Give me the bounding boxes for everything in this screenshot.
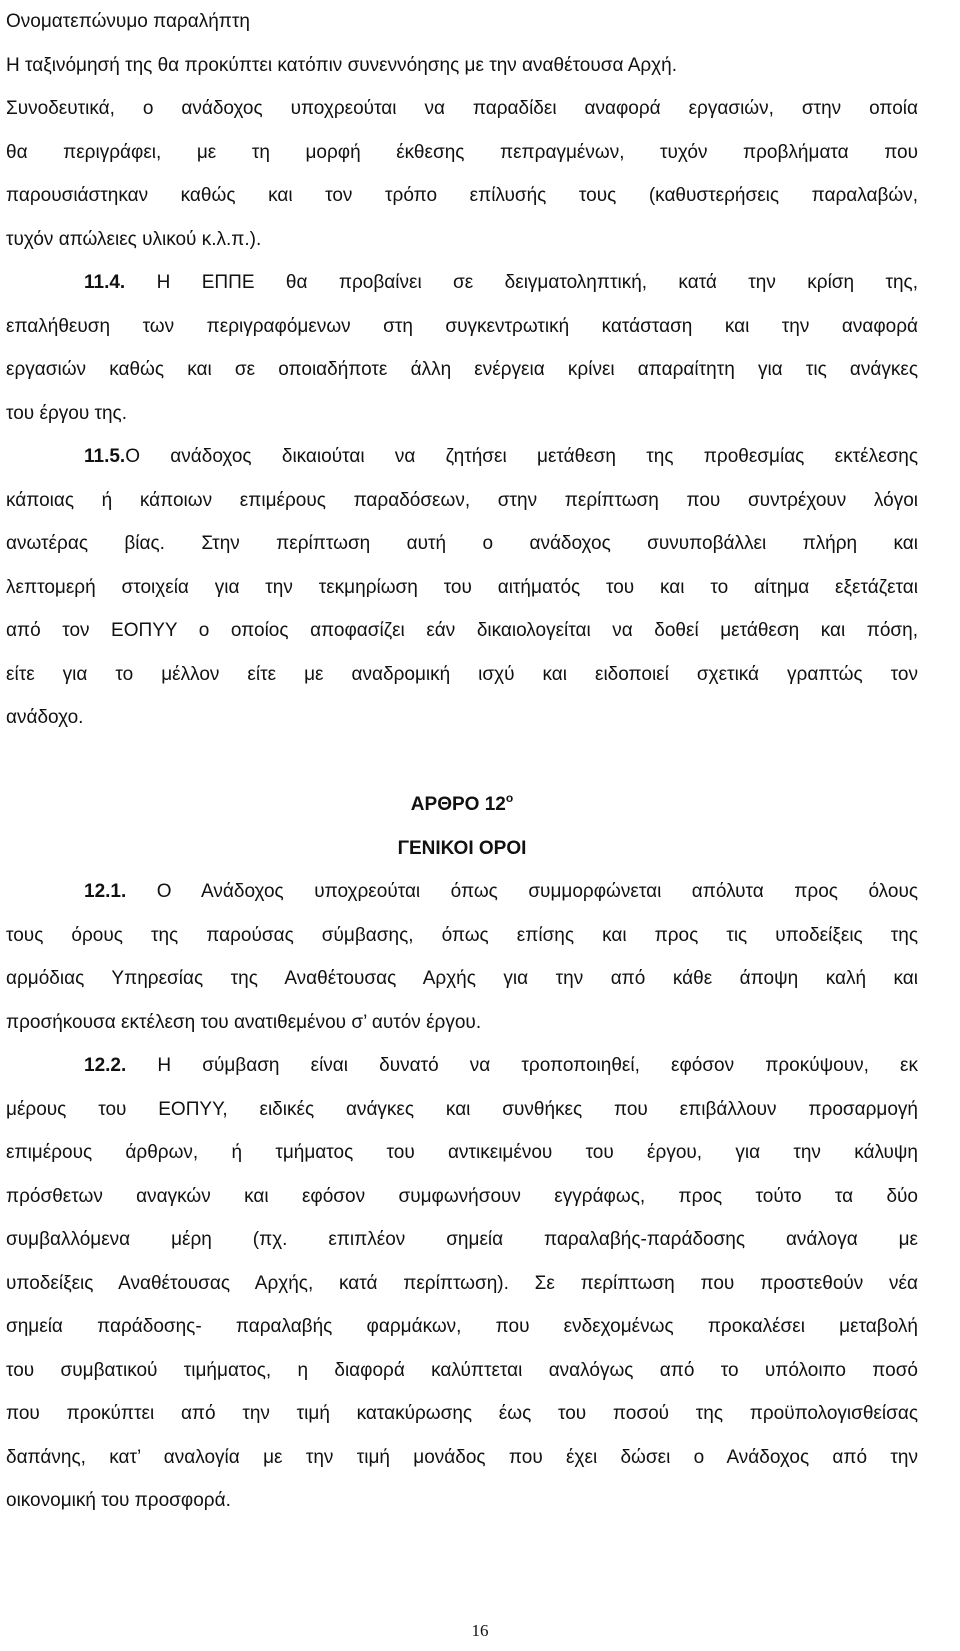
text-line: του συμβατικού τιμήματος, η διαφορά καλύπτεται αναλόγως από το υπόλοιπο ποσό (6, 1359, 918, 1381)
text-line: από τον ΕΟΠΥΥ ο οποίος αποφασίζει εάν δικαιολογείται να δοθεί μετάθεση και πόση, (6, 620, 918, 641)
body-text (6, 0, 918, 1523)
section-number: 12.1. (84, 881, 127, 902)
text-line: ανωτέρας βίας. Στην περίπτωση αυτή ο ανάδοχος συνυποβάλλει πλήρη και (6, 533, 918, 554)
section-text: Ο Ανάδοχος υποχρεούται όπως συμμορφώνεται απόλυτα προς όλους (126, 881, 918, 902)
article-ordinal: ο (505, 791, 514, 805)
text-line: παρουσιάστηκαν καθώς και τον τρόπο επίλυσής τους (καθυστερήσεις παραλαβών, (6, 185, 918, 206)
text-line: μέρους του ΕΟΠΥΥ, ειδικές ανάγκες και συνθήκες που επιβάλλουν προσαρμογή (6, 1098, 918, 1120)
section-12-2-line (6, 1044, 918, 1088)
section-11-4-line (6, 261, 918, 305)
text-line: λεπτομερή στοιχεία για την τεκμηρίωση του αιτήματός του και το αίτημα εξετάζεται (6, 576, 918, 598)
article-number: ΑΡΘΡΟ 12 (410, 794, 506, 815)
text-line: δαπάνης, κατ’ αναλογία με την τιμή μονάδος που έχει δώσει ο Ανάδοχος από την (6, 1446, 918, 1468)
text-line: θα περιγράφει, με τη μορφή έκθεσης πεπραγμένων, τυχόν προβλήματα που (6, 141, 918, 163)
text-line: επαλήθευση των περιγραφόμενων στη συγκεντρωτική κατάσταση και την αναφορά (6, 315, 918, 337)
text-line: εργασιών καθώς και σε οποιαδήποτε άλλη ενέργεια κρίνει απαραίτητη για τις ανάγκες (6, 359, 918, 380)
text-line: που προκύπτει από την τιμή κατακύρωσης έως του ποσού της προϋπολογισθείσας (6, 1403, 918, 1424)
spacer (6, 740, 918, 784)
article-title: ΓΕΝΙΚΟΙ ΟΡΟΙ (397, 837, 527, 859)
section-11-5-line (6, 435, 918, 479)
text-line: Η ταξινόμησή της θα προκύπτει κατόπιν συνεννόησης με την αναθέτουσα Αρχή. (6, 54, 678, 76)
text-line: Ονοματεπώνυμο παραλήπτη (6, 11, 250, 32)
text-line: κάποιας ή κάποιων επιμέρους παραδόσεων, στην περίπτωση που συντρέχουν λόγοι (6, 489, 918, 511)
section-number: 11.4. (84, 272, 126, 293)
section-number: 11.5. (84, 446, 126, 467)
text-line: ανάδοχο. (6, 707, 84, 728)
text-line: συμβαλλόμενα μέρη (πχ. επιπλέον σημεία παραλαβής-παράδοσης ανάλογα με (6, 1229, 918, 1250)
text-line: τους όρους της παρούσας σύμβασης, όπως επίσης και προς τις υποδείξεις της (6, 924, 918, 946)
article-heading (6, 783, 918, 827)
text-line: Συνοδευτικά, ο ανάδοχος υποχρεούται να παραδίδει αναφορά εργασιών, στην οποία (6, 98, 918, 119)
text-line: σημεία παράδοσης- παραλαβής φαρμάκων, που ενδεχομένως προκαλέσει μεταβολή (6, 1316, 918, 1337)
text-line: του έργου της. (6, 402, 127, 424)
text-line: υποδείξεις Αναθέτουσας Αρχής, κατά περίπτωση). Σε περίπτωση που προστεθούν νέα (6, 1272, 918, 1294)
text-line: πρόσθετων αναγκών και εφόσον συμφωνήσουν εγγράφως, προς τούτο τα δύο (6, 1185, 918, 1207)
section-text: Η σύμβαση είναι δυνατό να τροποποιηθεί, εφόσον προκύψουν, εκ (126, 1055, 918, 1076)
section-number: 12.2. (84, 1055, 127, 1076)
text-line: τυχόν απώλειες υλικού κ.λ.π.). (6, 228, 262, 250)
section-text: Ο ανάδοχος δικαιούται να ζητήσει μετάθεση της προθεσμίας εκτέλεσης (125, 446, 918, 467)
section-text: Η ΕΠΠΕ θα προβαίνει σε δειγματοληπτική, κατά την κρίση της, (125, 272, 918, 293)
text-line: αρμόδιας Υπηρεσίας της Αναθέτουσας Αρχής για την από κάθε άποψη καλή και (6, 968, 918, 989)
text-line: επιμέρους άρθρων, ή τμήματος του αντικειμένου του έργου, για την κάλυψη (6, 1142, 918, 1163)
page-number: 16 (471, 1621, 489, 1640)
text-line: προσήκουσα εκτέλεση του ανατιθεμένου σ’ αυτόν έργου. (6, 1011, 482, 1033)
text-line: είτε για το μέλλον είτε με αναδρομική ισχύ και ειδοποιεί σχετικά γραπτώς τον (6, 663, 918, 685)
section-12-1-line (6, 870, 918, 914)
text-line: οικονομική του προσφορά. (6, 1490, 231, 1511)
